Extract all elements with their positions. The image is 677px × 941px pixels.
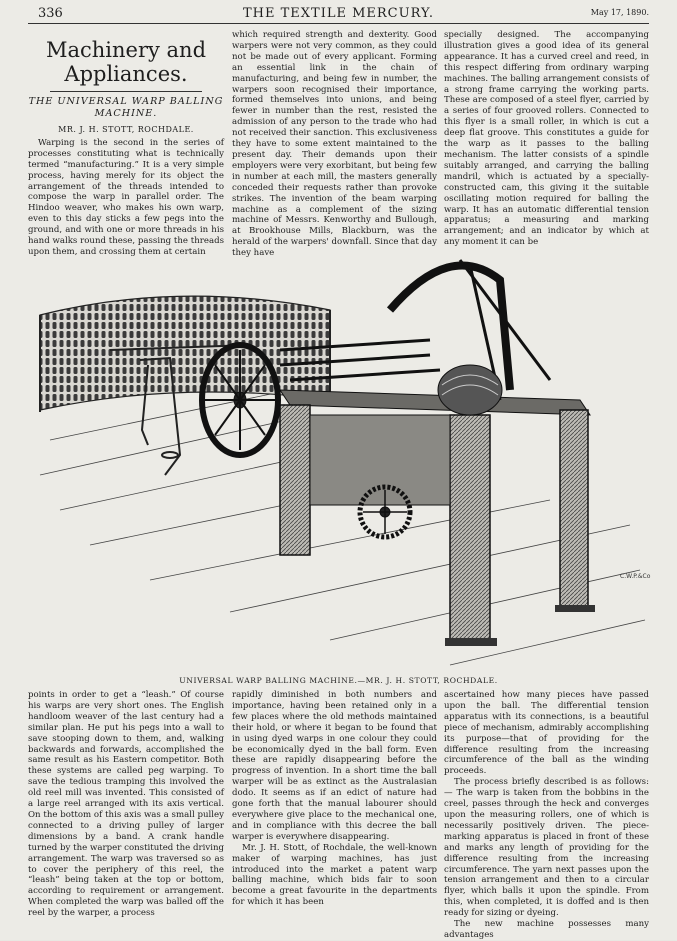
section-title-line2: Appliances. bbox=[64, 62, 188, 86]
paragraph: Mr. J. H. Stott, of Rochdale, the well-known maker of warping machines, has just introduced into the market a patent warp balling machine, which bids fair to soon become a great favourite in the departments for which it has been bbox=[232, 842, 437, 908]
article-byline: MR. J. H. STOTT, ROCHDALE. bbox=[58, 125, 194, 134]
illustration-caption: UNIVERSAL WARP BALLING MACHINE.—MR. J. H. STOTT, ROCHDALE. bbox=[179, 676, 498, 685]
paragraph: Warping is the second in the series of processes constituting what is technically termed “manufacturing.” It is a very simple process, having merely for its object the arrangement of the threads intended to compose the warp in parallel order. The Hindoo weaver, who makes his own warp, even to this day sticks a few pegs into the ground, and with one or more threads in his hand walks round these, passing the threads upon them, and crossing them at certain bbox=[28, 137, 224, 257]
paragraph: points in order to get a “leash.” Of course his warps are very short ones. The English handloom weaver of the last century had a similar plan. He put his pegs into a wall to save stooping down to them, and, walking backwards and forwards, accomplished the same result as his Eastern competitor. Both these systems are called peg warping. To save the tedious tramping this involved the old reel mill was invented. This consisted of a large reel arranged with its axis vertical. On the bottom of this axis was a small pulley connected to a driving pulley of larger dimensions by a band. A crank handle turned by the warper constituted the driving arrangement. The warp was traversed so as to cover the periphery of this reel, the “leash” being taken at the top or bottom, according to requirement or arrangement. When completed the warp was balled off the reel by the warper, a process bbox=[28, 690, 224, 919]
column-3-bottom bbox=[444, 690, 649, 940]
column-3-top bbox=[444, 30, 649, 248]
issue-date: May 17, 1890. bbox=[590, 8, 649, 17]
column-1-bottom bbox=[28, 690, 224, 930]
paragraph: ascertained how many pieces have passed upon the ball. The differential tension apparatus with its connections, is a beautiful piece of mechanism, admirably accomplishing its purpose—that of providing for the difference resulting from the increasing circumference of the ball as the winding proceeds. bbox=[444, 690, 649, 777]
flywheel bbox=[202, 345, 278, 455]
paragraph: The process briefly described is as follows:— The warp is taken from the bobbins in the creel, passes through the heck and converges upon the measuring rollers, one of which is necessarily positively driven. The piece-marking apparatus is placed in front of these and marks any length of providing for the difference resulting from the increasing circumference. The yarn next passes upon the tension arrangement and then to a circular flyer, which balls it upon the spindle. From this, when completed, it is doffed and is then ready for sizing or dyeing. bbox=[444, 777, 649, 919]
section-title bbox=[28, 38, 224, 86]
column-1-top bbox=[28, 30, 224, 257]
warp-ball bbox=[438, 365, 502, 415]
page-number: 336 bbox=[38, 6, 63, 21]
section-title-line1: Machinery and bbox=[45, 38, 207, 62]
section-rule bbox=[50, 91, 202, 92]
header-rule bbox=[28, 23, 649, 24]
publication-title: THE TEXTILE MERCURY. bbox=[242, 6, 435, 21]
paragraph: rapidly diminished in both numbers and importance, having been retained only in a few places where the old methods maintained their hold, or where it began to be found that in using dyed warps in one colour they could be economically dyed in the ball form. Even these are rapidly disappearing before the progress of invention. In a short time the ball warper will be as extinct as the Australasian dodo. It seems as if an edict of nature had gone forth that the manual labourer should everywhere give place to the mechanical one, and in compliance with this decree the ball warper is everywhere disappearing. bbox=[232, 690, 437, 842]
machine-frame bbox=[280, 390, 590, 645]
column-2-bottom bbox=[232, 690, 437, 930]
paragraph: The new machine possesses many advantages bbox=[444, 919, 649, 940]
column-2-top bbox=[232, 30, 437, 259]
engraver-mark: C.W.P.&Co bbox=[620, 573, 651, 580]
article-title: THE UNIVERSAL WARP BALLING MACHINE. bbox=[28, 96, 224, 119]
paragraph: specially designed. The accompanying illustration gives a good idea of its general appearance. It has a curved creel and reed, in this respect differing from ordinary warping machines. The balling arrangement consists of a strong frame carrying the working parts. These are composed of a steel flyer, carried by a series of four grooved rollers. Connected to this flyer is a small roller, in which is cut a deep flat groove. This constitutes a guide for the warp as it passes to the balling mechanism. The latter consists of a spindle suitably arranged, and carrying the balling mandril, which is actuated by a specially-constructed cam, this giving it the suitable oscillating motion required for balling the warp. It has an automatic differential tension apparatus; a measuring and marking arrangement; and an indicator by which at any moment it can be bbox=[444, 30, 649, 248]
warp-balling-machine-engraving bbox=[30, 240, 650, 670]
paragraph: which required strength and dexterity. Good warpers were not very common, as they could not be made out of every applicant. Forming an essential link in the chain of manufacturing, and being few in number, the warpers soon recognised their importance, formed themselves into unions, and being fewer in number than the rest, resisted the admission of any person to the trade who had not received their sanction. This exclusiveness they have to some extent maintained to the present day. Their demands upon their employers were very exorbitant, but being few in number at each mill, the masters generally conceded their requests rather than provoke strikes. The invention of the beam warping machine as a complement of the sizing machine of Messrs. Kenworthy and Bullough, at Brookhouse Mills, Blackburn, was the herald of the warpers' downfall. Since that day they have bbox=[232, 30, 437, 259]
page-header bbox=[28, 6, 649, 24]
